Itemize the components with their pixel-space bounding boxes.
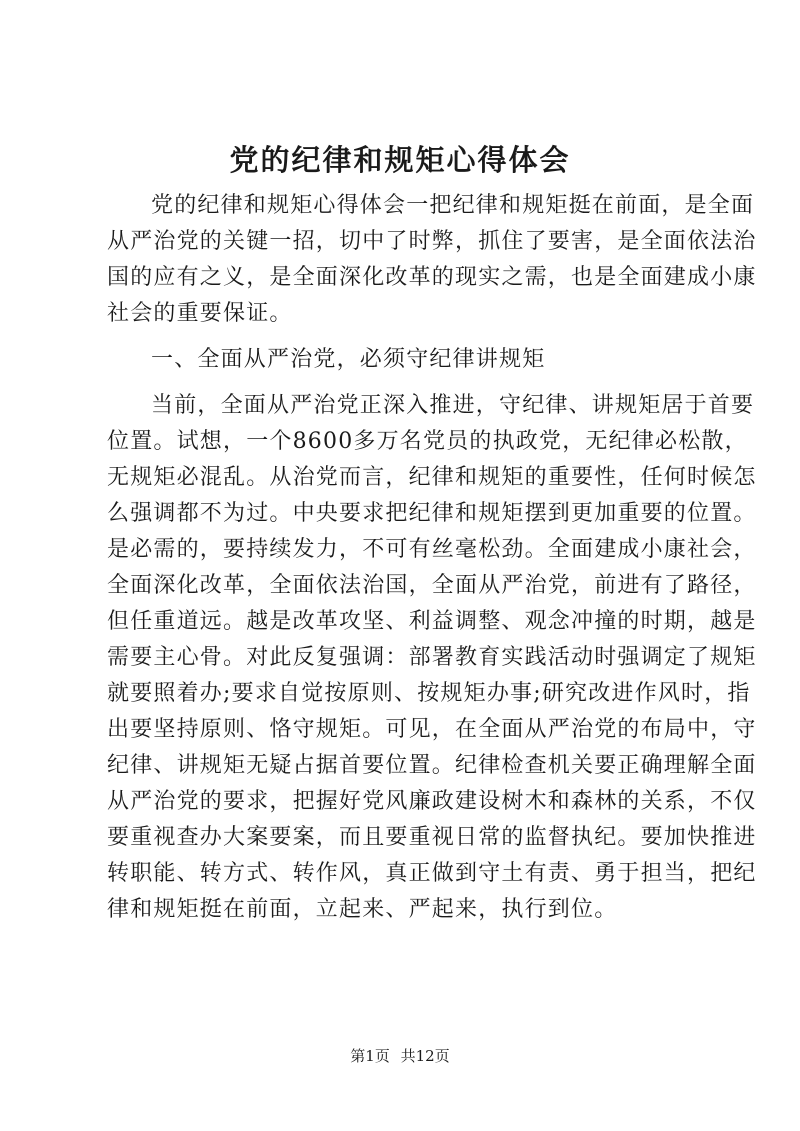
section-line: 出要坚持原则、恪守规矩。可见，在全面从严治党的布局中，守 xyxy=(107,717,757,742)
section-line: 位置。试想，一个8600多万名党员的执政党，无纪律必松散， xyxy=(107,429,748,454)
section-line: 是必需的，要持续发力，不可有丝毫松劲。全面建成小康社会， xyxy=(107,537,757,562)
section-heading: 一、全面从严治党，必须守纪律讲规矩 xyxy=(151,347,546,372)
page-number-total: 共12页 xyxy=(400,1047,450,1065)
document-title: 党的纪律和规矩心得体会 xyxy=(229,143,571,177)
section-line: 么强调都不为过。中央要求把纪律和规矩摆到更加重要的位置。 xyxy=(107,501,757,526)
section-line: 从严治党的要求，把握好党风廉政建设树木和森林的关系，不仅 xyxy=(107,789,757,814)
intro-line: 国的应有之义，是全面深化改革的现实之需，也是全面建成小康 xyxy=(107,265,757,290)
page-number-current: 第1页 xyxy=(350,1047,390,1065)
section-line: 需要主心骨。对此反复强调：部署教育实践活动时强调定了规矩 xyxy=(107,645,757,670)
page-footer xyxy=(0,1046,800,1066)
section-line: 但任重道远。越是改革攻坚、利益调整、观念冲撞的时期，越是 xyxy=(107,609,757,634)
intro-line: 社会的重要保证。 xyxy=(107,301,293,326)
section-line: 转职能、转方式、转作风，真正做到守土有责、勇于担当，把纪 xyxy=(107,861,757,886)
section-line: 当前，全面从严治党正深入推进，守纪律、讲规矩居于首要 xyxy=(151,393,755,418)
section-line: 要重视查办大案要案，而且要重视日常的监督执纪。要加快推进 xyxy=(107,825,757,850)
intro-line: 党的纪律和规矩心得体会一把纪律和规矩挺在前面，是全面 xyxy=(151,193,755,218)
section-line: 就要照着办;要求自觉按原则、按规矩办事;研究改进作风时，指 xyxy=(107,681,751,706)
section-line: 律和规矩挺在前面，立起来、严起来，执行到位。 xyxy=(107,897,618,922)
intro-line: 从严治党的关键一招，切中了时弊，抓住了要害，是全面依法治 xyxy=(107,229,757,254)
section-line: 纪律、讲规矩无疑占据首要位置。纪律检查机关要正确理解全面 xyxy=(107,753,757,778)
document-body xyxy=(107,188,757,928)
section-line: 无规矩必混乱。从治党而言，纪律和规矩的重要性，任何时候怎 xyxy=(107,465,757,490)
section-line: 全面深化改革，全面依法治国，全面从严治党，前进有了路径， xyxy=(107,573,757,598)
